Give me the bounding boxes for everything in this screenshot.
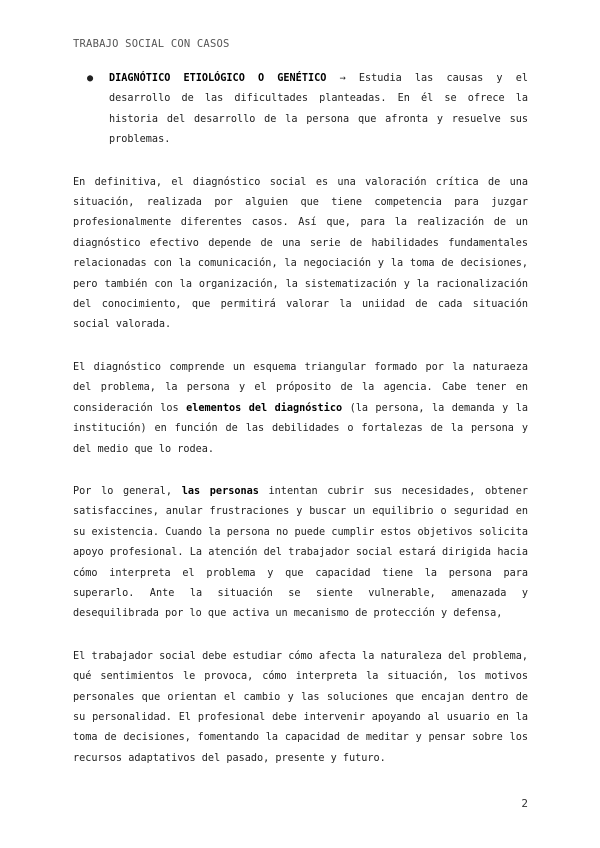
bullet-icon: ● — [87, 73, 94, 84]
page-number: 2 — [521, 797, 528, 810]
arrow-icon: → — [326, 73, 359, 84]
paragraph-3-bold: las personas — [181, 485, 259, 497]
page-header: TRABAJO SOCIAL CON CASOS — [73, 38, 230, 50]
document-body — [73, 69, 528, 791]
paragraph-2-text-b: (la persona, la demanda y la institución) en función de las debilidades o fortalezas de la persona y del medio que lo rodea. — [73, 402, 528, 455]
bullet-item — [73, 69, 528, 151]
paragraph-2-bold: elementos del diagnóstico — [186, 402, 343, 414]
bullet-text: Estudia las causas y el desarrollo de las dificultades planteadas. En él se ofrece la historia del desarrollo de la persona que afronta y resuelve sus problemas. — [109, 73, 528, 146]
paragraph-2 — [73, 358, 528, 460]
paragraph-1: En definitiva, el diagnóstico social es una valoración crítica de una situación, realizada por alguien que tiene competencia para juzgar profesionalmente diferentes casos. Así que, para la realización de un diagnóstico efectivo depende de una serie de habilidades fundamentales relacionadas con la comunicación, la negociación y la toma de decisiones, pero también con la organización, la sistematización y la racionalización del conocimiento, que permitirá valorar la uniidad de cada situación social valorada. — [73, 176, 528, 331]
paragraph-3-text-b: intentan cubrir sus necesidades, obtener satisfaccines, anular frustraciones y buscar un equilibrio o seguridad en su existencia. Cuando la persona no puede cumplir estos objetivos solicita apoyo profesional. La atención del trabajador social estará dirigida hacia cómo interpreta el problema y que capacidad tiene la persona para superarlo. Ante la situación se siente vulnerable, amenazada y desequilibrada por lo que activa un mecanismo de protección y defensa, — [73, 485, 528, 620]
paragraph-4: El trabajador social debe estudiar cómo afecta la naturaleza del problema, qué sentimientos le provoca, cómo interpreta la situación, los motivos personales que orientan el cambio y las soluciones que encajan dentro de su personalidad. El profesional debe intervenir apoyando al usuario en la toma de decisiones, fomentando la capacidad de meditar y pensar sobre los recursos adaptativos del pasado, presente y futuro. — [73, 650, 528, 764]
paragraph-2-text-a: El diagnóstico comprende un esquema triangular formado por la naturaeza del problema, la persona y el próposito de la agencia. Cabe tener en consideración los — [73, 361, 528, 414]
bullet-term: DIAGNÓTICO ETIOLÓGICO O GENÉTICO — [109, 73, 327, 84]
paragraph-3-text-a: Por lo general, — [73, 485, 182, 497]
paragraph-3 — [73, 482, 528, 625]
